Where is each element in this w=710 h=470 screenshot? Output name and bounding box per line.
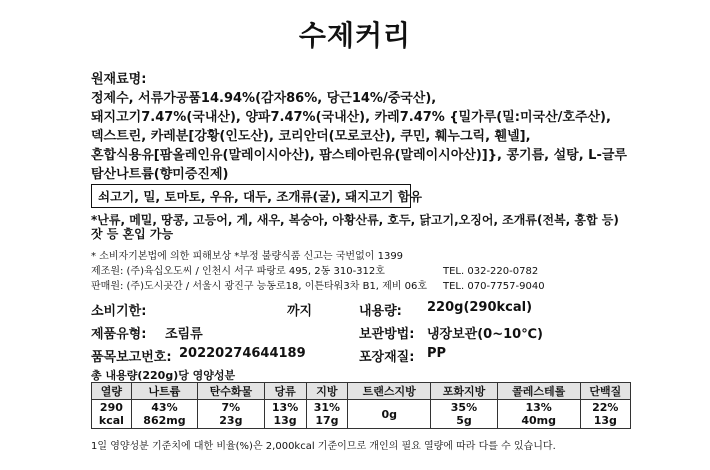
nutrition-cell (348, 400, 431, 429)
cell-bottom: 13g (593, 414, 617, 427)
ingredients-line: 탐산나트륨(향미증진제) (91, 167, 229, 182)
ingredients-heading: 원재료명: (91, 72, 147, 87)
ingredients-line: 혼합식용유[팜올레인유(말레이시아산), 팜스테아린유(말레이시아산)]}, 콩기름, 설탕, L-글루 (91, 148, 627, 163)
expiry-label: 소비기한: (91, 304, 147, 319)
packaging-value: PP (427, 346, 447, 361)
cell-bottom: 5g (456, 414, 472, 427)
cell-bottom: 40mg (521, 414, 556, 427)
nutrition-value-row (92, 400, 631, 429)
cell-bottom: 13g (273, 414, 297, 427)
ingredients-line: 덱스트린, 카레분[강황(인도산), 코리안더(모로코산), 쿠민, 훼누그릭, 휀넬], (91, 129, 531, 144)
ingredients-line: 돼지고기7.47%(국내산), 양파7.47%(국내산), 카레7.47% {밀가루(밀:미국산/호주산), (91, 110, 611, 125)
cross-contamination-notice (91, 213, 631, 241)
nutrition-cell (92, 400, 132, 429)
nutrition-cell (306, 400, 348, 429)
manufacturer-info: 제조원: (주)육십오도씨 / 인천시 서구 파랑로 495, 2동 310-312호 (91, 266, 385, 277)
nutrition-cell (264, 400, 306, 429)
nutrition-header: 콜레스테롤 (497, 383, 580, 400)
packaging-label: 포장재질: (359, 350, 415, 365)
cell-top: 31% (313, 401, 341, 414)
nutrition-header: 나트륨 (131, 383, 197, 400)
seller-info: 판매원: (주)도시곳간 / 서울시 광진구 능동로18, 이튼타워3차 B1, 제비 06호 (91, 281, 428, 292)
nutrition-header: 열량 (92, 383, 132, 400)
nutrition-cell (198, 400, 265, 429)
type-value: 조림류 (165, 327, 203, 342)
nutrition-header: 당류 (264, 383, 306, 400)
nutrition-table (91, 382, 631, 429)
nutrition-header: 탄수화물 (198, 383, 265, 400)
nutrition-cell (580, 400, 630, 429)
storage-label: 보관방법: (359, 327, 415, 342)
nutrition-header: 단백질 (580, 383, 630, 400)
manufacturer-tel: TEL. 032-220-0782 (443, 266, 539, 277)
report-number: 20220274644189 (179, 346, 306, 361)
nutrition-footnote: 1일 영양성분 기준치에 대한 비율(%)은 2,000kcal 기준이므로 개인의 필요 열량에 따라 다를 수 있습니다. (91, 441, 556, 452)
cell-top: 290 (99, 401, 123, 414)
expiry-until: 까지 (287, 304, 313, 319)
consumer-protection-line: * 소비자기본법에 의한 피해보상 *부정 불량식품 신고는 국번없이 1399 (91, 251, 404, 262)
ingredients-line: 정제수, 서류가공품14.94%(감자86%, 당근14%/중국산), (91, 91, 437, 106)
cell-top: 35% (450, 401, 478, 414)
report-label: 품목보고번호: (91, 350, 172, 365)
allergen-box: 쇠고기, 밀, 토마토, 우유, 대두, 조개류(굴), 돼지고기 함유 (91, 184, 411, 208)
nutrition-cell (131, 400, 197, 429)
nutrition-caption: 총 내용량(220g)당 영양성분 (91, 369, 236, 382)
cell-bottom: 17g (315, 414, 339, 427)
cell-top: 22% (592, 401, 619, 414)
product-title: 수제커리 (298, 19, 412, 52)
cell-top: 13% (271, 401, 299, 414)
cell-top: 13% (525, 401, 552, 414)
type-label: 제품유형: (91, 327, 147, 342)
nutrition-header: 포화지방 (431, 383, 498, 400)
ingredients-section (91, 70, 651, 184)
nutrition-header: 트랜스지방 (348, 383, 431, 400)
cell-top: 43% (151, 401, 178, 414)
cell-bottom: 23g (219, 414, 243, 427)
cell-top: 7% (221, 401, 241, 414)
cross-contamination-line: 잣 등 혼입 가능 (91, 227, 174, 241)
nutrition-header: 지방 (306, 383, 348, 400)
cross-contamination-line: *난류, 메밀, 땅콩, 고등어, 게, 새우, 복숭아, 아황산류, 호두, 닭고기,오징어, 조개류(전복, 홍합 등) (91, 213, 619, 227)
seller-tel: TEL. 070-7757-9040 (443, 281, 545, 292)
cell-top: 0g (381, 407, 398, 421)
content-label: 내용량: (359, 304, 402, 319)
content-value: 220g(290kcal) (427, 300, 533, 315)
cell-bottom: kcal (98, 414, 124, 427)
storage-value: 냉장보관(0~10℃) (427, 327, 543, 342)
nutrition-cell (431, 400, 498, 429)
cell-bottom: 862mg (143, 414, 186, 427)
consumer-notice (91, 249, 651, 294)
nutrition-cell (497, 400, 580, 429)
nutrition-header-row (92, 383, 631, 400)
